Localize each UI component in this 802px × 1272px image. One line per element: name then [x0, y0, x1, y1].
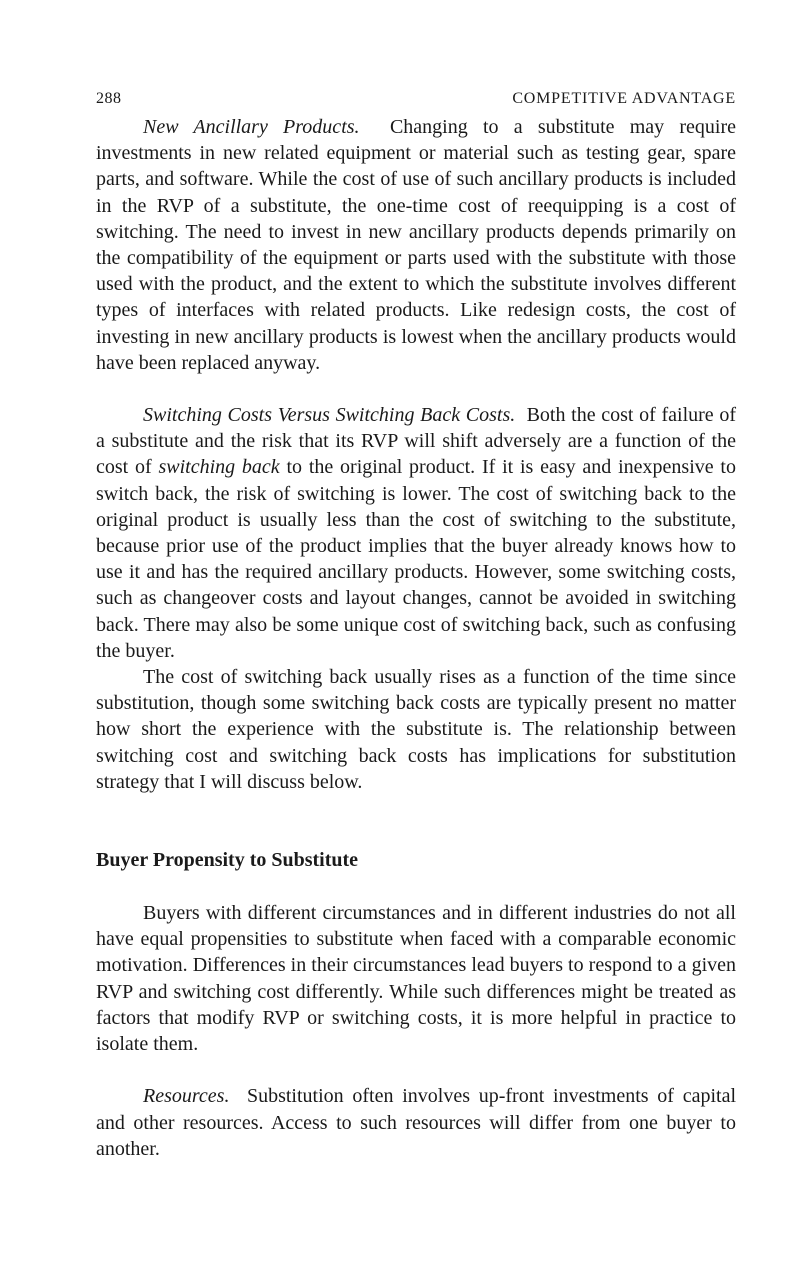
paragraph-resources: [96, 1083, 736, 1162]
paragraph-spacer: [96, 1057, 736, 1083]
paragraph-text: Substitution often involves up-front investments of capital and other resources. Access to such resources will differ from one buyer to another.: [96, 1085, 736, 1160]
paragraph-text: The cost of switching back usually rises as a function of the time since substitution, though some switching back costs are typically present no matter how short the experience with the substitute is. The relationship between switching cost and switching back costs has implications for substitution strategy that I will discuss below.: [96, 666, 736, 793]
paragraph-switching-back-costs: [96, 402, 736, 664]
run-in-heading-switching-back: Switching Costs Versus Switching Back Costs.: [143, 404, 516, 427]
paragraph-text: Changing to a substitute may require investments in new related equipment or material such as testing gear, spare parts, and software. While the cost of use of such ancillary products is included in the RVP of a substitute, the one-time cost of reequipping is a cost of switching. The need to invest in new ancillary products depends primarily on the compatibility of the equipment or parts used with the substitute with those used with the product, and the extent to which the substitute involves different types of interfaces with related products. Like redesign costs, the cost of investing in new ancillary products is lowest when the ancillary products would have been replaced anyway.: [96, 116, 736, 374]
paragraph-text: to the original product. If it is easy and inexpensive to switch back, the risk of switching is lower. The cost of switching back to the original product is usually less than the cost of switching to the substitute, because prior use of the product implies that the buyer already knows how to use it and has the required ancillary products. However, some switching costs, such as changeover costs and layout changes, cannot be avoided in switching back. There may also be some unique cost of switching back, such as confusing the buyer.: [96, 456, 736, 662]
book-page: [96, 90, 736, 1162]
paragraph-text: Buyers with different circumstances and in different industries do not all have equal propensities to substitute when faced with a comparable economic motivation. Differences in their circumstances lead buyers to respond to a given RVP and switching cost differently. While such differences might be treated as factors that modify RVP or switching costs, it is more helpful in practice to isolate them.: [96, 902, 736, 1056]
page-number: 288: [96, 90, 122, 107]
paragraph-ancillary-products: [96, 114, 736, 376]
section-spacer: [96, 795, 736, 847]
heading-spacer: [96, 873, 736, 900]
emphasis-switching-back: switching back: [158, 456, 280, 479]
paragraph-spacer: [96, 376, 736, 402]
section-heading-buyer-propensity: Buyer Propensity to Substitute: [96, 849, 359, 872]
paragraph-propensity-intro: [96, 900, 736, 1057]
paragraph-switching-back-time: [96, 664, 736, 795]
running-header: [96, 90, 736, 108]
run-in-heading-resources: Resources.: [143, 1085, 230, 1108]
paragraph-text: Both the cost of failure of a substitute and the risk that its RVP will shift adversely are a function of the cost of: [96, 404, 736, 479]
run-in-heading-ancillary: New Ancillary Products.: [143, 116, 360, 138]
running-title: COMPETITIVE ADVANTAGE: [512, 90, 736, 107]
